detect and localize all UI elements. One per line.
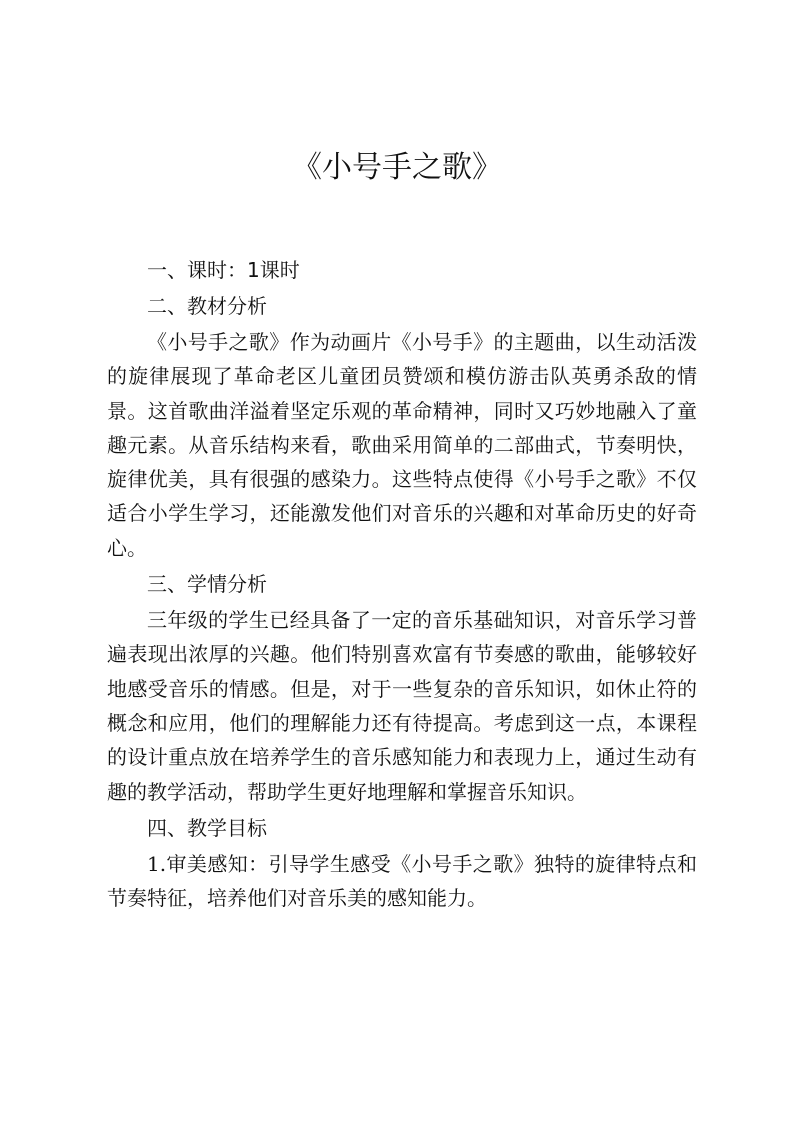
section-heading-class-hours: 一、课时：1课时	[147, 258, 300, 282]
section-heading-teaching-goals: 四、教学目标	[147, 815, 267, 840]
document-title: 《小号手之歌》	[292, 150, 502, 185]
paragraph-student-analysis: 三年级的学生已经具备了一定的音乐基础知识，对音乐学习普遍表现出浓厚的兴趣。他们特别喜欢富有节奏感的歌曲，能够较好地感受音乐的情感。但是，对于一些复杂的音乐知识，如休止符的概念和应用，他们的理解能力还有待提高。考虑到这一点，本课程的设计重点放在培养学生的音乐感知能力和表现力上，通过生动有趣的教学活动，帮助学生更好地理解和掌握音乐知识。	[107, 608, 697, 804]
document-body	[107, 253, 697, 917]
paragraph-material-analysis: 《小号手之歌》作为动画片《小号手》的主题曲，以生动活泼的旋律展现了革命老区儿童团员赞颂和模仿游击队英勇杀敌的情景。这首歌曲洋溢着坚定乐观的革命精神，同时又巧妙地融入了童趣元素。从音乐结构来看，歌曲采用简单的二部曲式，节奏明快，旋律优美，具有很强的感染力。这些特点使得《小号手之歌》不仅适合小学生学习，还能激发他们对音乐的兴趣和对革命历史的好奇心。	[107, 330, 697, 560]
paragraph-teaching-goal-1: 1.审美感知：引导学生感受《小号手之歌》独特的旋律特点和节奏特征，培养他们对音乐美的感知能力。	[107, 851, 697, 911]
section-heading-student-analysis: 三、学情分析	[147, 572, 267, 597]
section-heading-material-analysis: 二、教材分析	[147, 294, 267, 318]
